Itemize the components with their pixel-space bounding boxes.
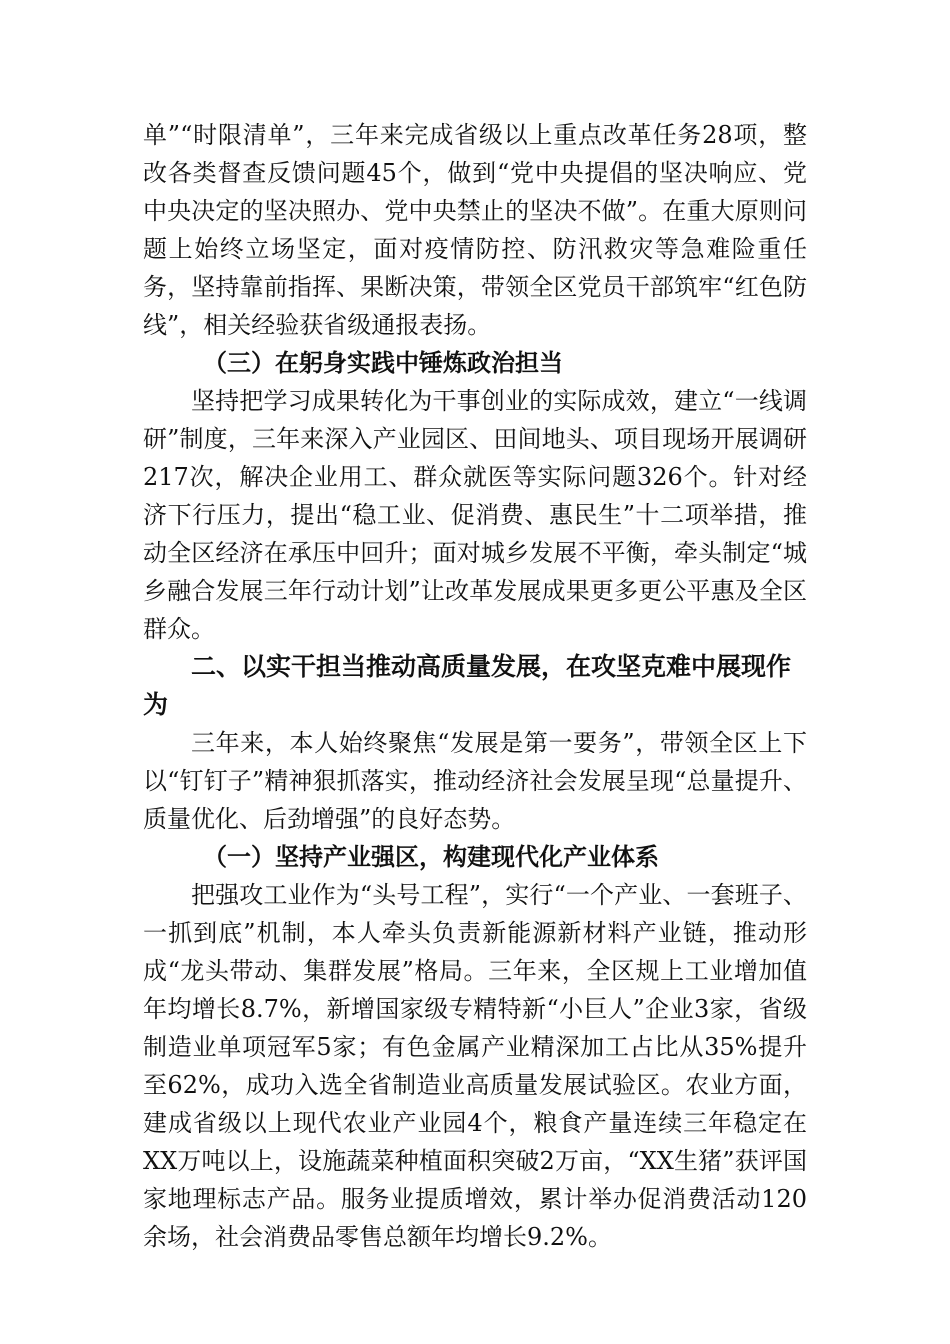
paragraph-development-intro: 三年来，本人始终聚焦“发展是第一要务”，带领全区上下以“钉钉子”精神狠抓落实，推动经济社会发展呈现“总量提升、质量优化、后劲增强”的良好态势。 [143,729,807,833]
section-subheading-1: （一）坚持产业强区，构建现代化产业体系 [203,842,659,871]
section-heading-2: 二、以实干担当推动高质量发展，在攻坚克难中展现作为 [143,652,792,719]
document-body [143,116,807,1256]
paragraph-political-practice: 坚持把学习成果转化为干事创业的实际成效，建立“一线调研”制度，三年来深入产业园区、田间地头、项目现场开展调研217次，解决企业用工、群众就医等实际问题326个。针对经济下行压力，提出“稳工业、促消费、惠民生”十二项举措，推动全区经济在承压中回升；面对城乡发展不平衡，牵头制定“城乡融合发展三年行动计划”让改革发展成果更多更公平惠及全区群众。 [143,387,807,643]
paragraph-continued: 单”“时限清单”，三年来完成省级以上重点改革任务28项，整改各类督查反馈问题45个，做到“党中央提倡的坚决响应、党中央决定的坚决照办、党中央禁止的坚决不做”。在重大原则问题上始终立场坚定，面对疫情防控、防汛救灾等急难险重任务，坚持靠前指挥、果断决策，带领全区党员干部筑牢“红色防线”，相关经验获省级通报表扬。 [143,121,807,339]
paragraph-industry: 把强攻工业作为“头号工程”，实行“一个产业、一套班子、一抓到底”机制，本人牵头负责新能源新材料产业链，推动形成“龙头带动、集群发展”格局。三年来，全区规上工业增加值年均增长8.7%，新增国家级专精特新“小巨人”企业3家，省级制造业单项冠军5家；有色金属产业精深加工占比从35%提升至62%，成功入选全省制造业高质量发展试验区。农业方面，建成省级以上现代农业产业园4个，粮食产量连续三年稳定在XX万吨以上，设施蔬菜种植面积突破2万亩，“XX生猪”获评国家地理标志产品。服务业提质增效，累计举办促消费活动120余场，社会消费品零售总额年均增长9.2%。 [143,881,807,1251]
section-subheading-3: （三）在躬身实践中锤炼政治担当 [203,348,563,377]
